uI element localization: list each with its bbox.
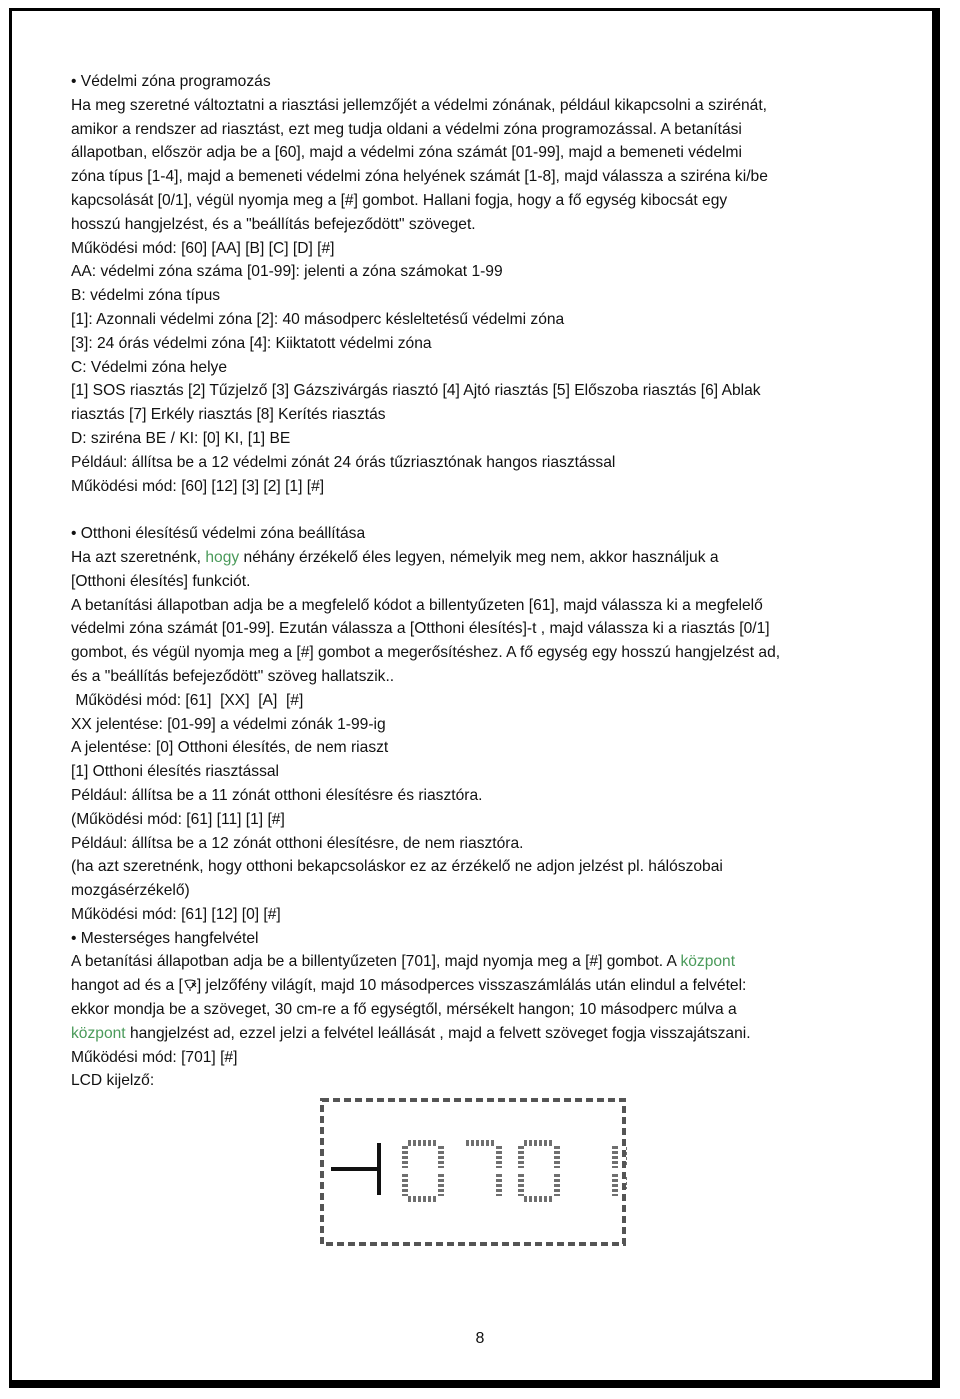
paragraph-line: védelmi zóna számát [01-99]. Ezután válassza a [Otthoni élesítés]-t , majd válassza ki a riasztás [0/1]: [71, 620, 770, 638]
paragraph-line: A jelentése: [0] Otthoni élesítés, de nem riaszt: [71, 739, 389, 757]
paragraph-line: [71, 1022, 891, 1046]
paragraph-line: riasztás [7] Erkély riasztás [8] Kerítés riasztás: [71, 406, 386, 424]
highlighted-word: központ: [71, 1024, 126, 1042]
operation-mode-line: Működési mód: [701] [#]: [71, 1048, 238, 1066]
paragraph-line: Ha meg szeretné változtatni a riasztási jellemzőjét a védelmi zónának, például kikapcsolni a szirénát,: [71, 96, 768, 114]
paragraph-line: állapotban, először adja be a [60], majd a védelmi zóna számát [01-99], majd a bemeneti védelmi: [71, 144, 742, 162]
paragraph-line: B: védelmi zóna típus: [71, 287, 221, 305]
example-line: Például: állítsa be a 12 védelmi zónát 24 órás tűzriasztónak hangos riasztással: [71, 453, 616, 471]
paragraph-line: [71, 950, 891, 974]
lcd-display-graphic: [319, 1097, 627, 1247]
lcd-display-illustration: [319, 1097, 627, 1247]
page-number: 8: [475, 1330, 485, 1347]
paragraph-line: mozgásérzékelő): [71, 882, 190, 900]
paragraph-line: (ha azt szeretnénk, hogy otthoni bekapcsoláskor ez az érzékelő ne adjon jelzést pl. hálószobai: [71, 858, 723, 876]
operation-mode-line: Működési mód: [60] [AA] [B] [C] [D] [#]: [71, 239, 335, 257]
paragraph-line: amikor a rendszer ad riasztást, ezt meg tudja oldani a védelmi zóna programozással. A betanítási: [71, 120, 742, 138]
paragraph-line: D: sziréna BE / KI: [0] KI, [1] BE: [71, 429, 291, 447]
paragraph-line: kapcsolását [0/1], végül nyomja meg a [#] gombot. Hallani fogja, hogy a fő egység kibocsát egy: [71, 191, 728, 209]
highlighted-word: hogy: [205, 548, 240, 566]
paragraph-line: C: Védelmi zóna helye: [71, 358, 228, 376]
section-heading-home-arming: • Otthoni élesítésű védelmi zóna beállítása: [71, 525, 366, 543]
paragraph-line: [1] SOS riasztás [2] Tűzjelző [3] Gázszivárgás riasztó [4] Ajtó riasztás [5] Előszoba riasztás [6] Ablak: [71, 382, 761, 400]
text-run: A betanítási állapotban adja be a billentyűzeten [701], majd nyomja meg a [#] gombot. A: [71, 953, 681, 971]
text-run: néhány érzékelő éles legyen, némelyik meg nem, akkor használjuk a: [239, 548, 719, 566]
paragraph-line: A betanítási állapotban adja be a megfelelő kódot a billentyűzeten [61], majd válassza ki a megfelelő: [71, 596, 763, 614]
text-run: ] jelzőfény világít, majd 10 másodperces visszaszámlálás után elindul a felvétel:: [196, 977, 747, 995]
paragraph-line: és a "beállítás befejeződött" szöveg hallatszik..: [71, 667, 395, 685]
section-heading-voice-recording: • Mesterséges hangfelvétel: [71, 929, 259, 947]
paragraph-line: ekkor mondja be a szöveget, 30 cm-re a fő egységtől, mérsékelt hangon; 10 másodperc múlva a: [71, 1001, 737, 1019]
text-run: hangot ad és a [: [71, 977, 183, 995]
text-run: Ha azt szeretnénk,: [71, 548, 206, 566]
paragraph-line: XX jelentése: [01-99] a védelmi zónák 1-99-ig: [71, 715, 386, 733]
operation-mode-line: Működési mód: [60] [12] [3] [2] [1] [#]: [71, 477, 325, 495]
paragraph-line: [Otthoni élesítés] funkciót.: [71, 572, 251, 590]
paragraph-line: [1]: Azonnali védelmi zóna [2]: 40 másodperc késleltetésű védelmi zóna: [71, 310, 565, 328]
operation-mode-line: Működési mód: [61] [XX] [A] [#]: [71, 691, 304, 709]
text-run: hangjelzést ad, ezzel jelzi a felvétel leállását , majd a felvett szöveget fogja visszajátszani.: [125, 1024, 751, 1042]
operation-mode-line: (Működési mód: [61] [11] [1] [#]: [71, 810, 285, 828]
section-heading-zone-programming: • Védelmi zóna programozás: [71, 73, 271, 90]
paragraph-line: gombot, és végül nyomja meg a [#] gombot a megerősítéshez. A fő egység egy hosszú hangjelzést ad,: [71, 644, 781, 662]
indicator-light-icon: [183, 976, 197, 990]
paragraph-line: zóna típus [1-4], majd a bemeneti védelmi zóna helyének számát [1-8], majd válassza a sziréna ki/be: [71, 168, 768, 186]
highlighted-word: központ: [680, 953, 736, 971]
paragraph-line: hosszú hangjelzést, és a "beállítás befejeződött" szöveget.: [71, 215, 476, 233]
lcd-caption: LCD kijelző:: [71, 1072, 155, 1090]
section-spacer: [71, 498, 891, 522]
paragraph-line: [3]: 24 órás védelmi zóna [4]: Kiiktatott védelmi zóna: [71, 334, 432, 352]
example-line: Például: állítsa be a 11 zónát otthoni élesítésre és riasztóra.: [71, 786, 483, 804]
operation-mode-line: Működési mód: [61] [12] [0] [#]: [71, 905, 281, 923]
lcd-digits: [405, 1143, 627, 1199]
lcd-frame: [322, 1100, 624, 1244]
paragraph-line: [1] Otthoni élesítés riasztással: [71, 763, 280, 781]
paragraph-line: [71, 974, 891, 998]
example-line: Például: állítsa be a 12 zónát otthoni élesítésre, de nem riasztóra.: [71, 834, 524, 852]
document-body: [71, 70, 891, 1093]
paragraph-line: AA: védelmi zóna száma [01-99]: jelenti a zóna számokat 1-99: [71, 263, 503, 281]
paragraph-line: [71, 546, 891, 570]
